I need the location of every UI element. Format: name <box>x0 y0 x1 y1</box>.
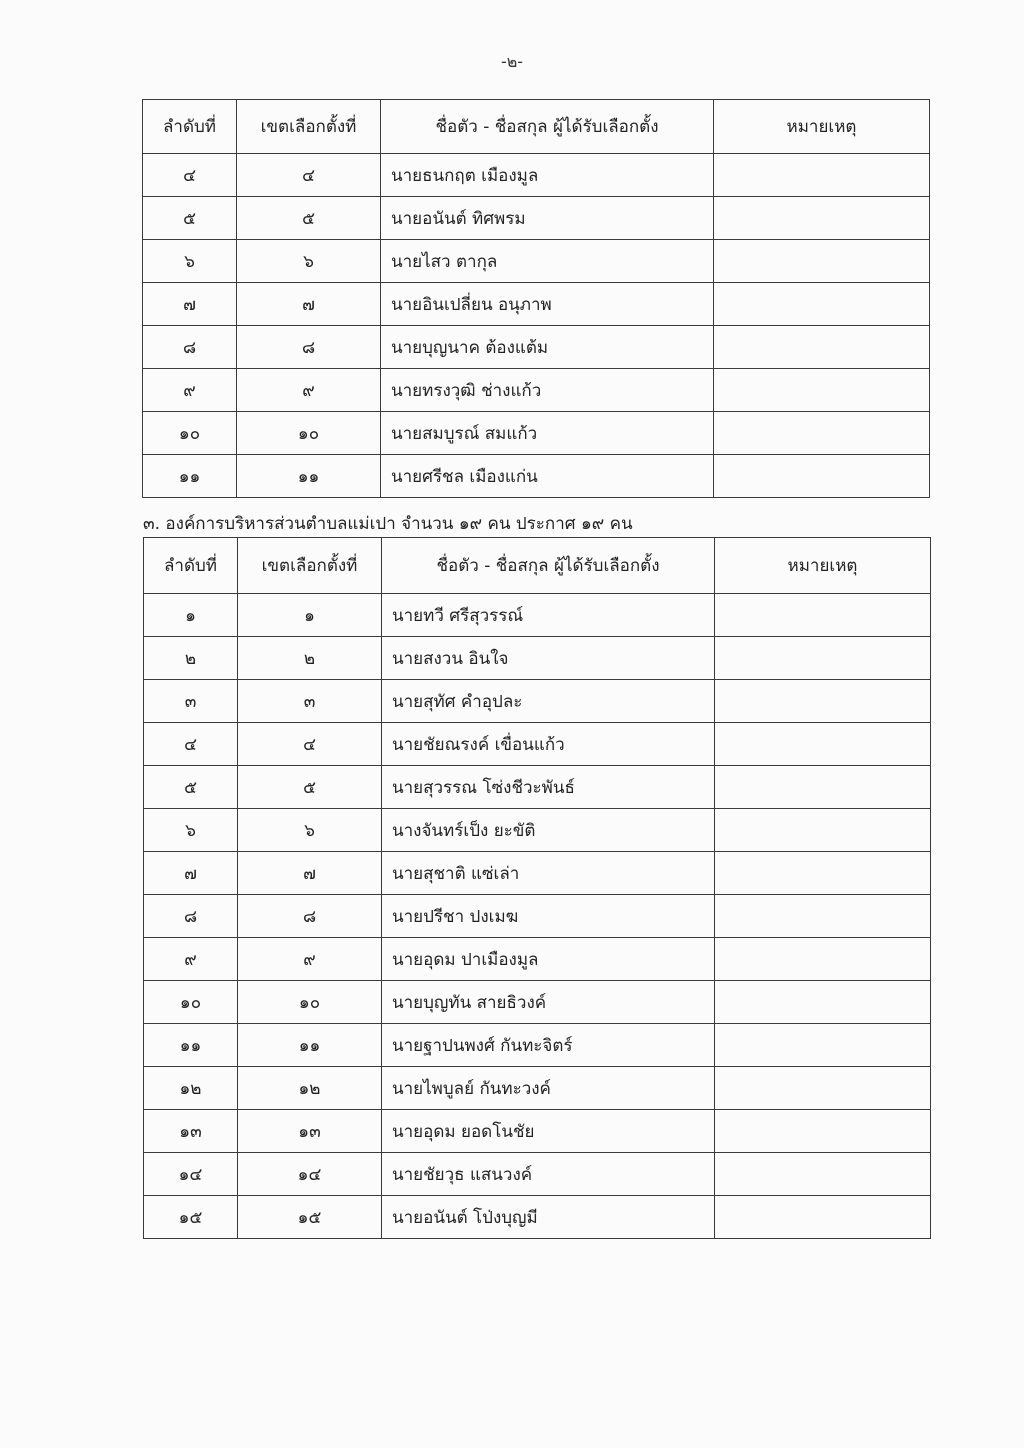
cell-remark <box>715 680 931 723</box>
cell-name: นายทรงวุฒิ ช่างแก้ว <box>381 369 714 412</box>
cell-remark <box>715 637 931 680</box>
cell-zone: ๘ <box>237 326 381 369</box>
cell-order: ๘ <box>144 895 238 938</box>
cell-zone: ๓ <box>238 680 382 723</box>
cell-zone: ๑๒ <box>238 1067 382 1110</box>
cell-zone: ๙ <box>238 938 382 981</box>
cell-remark <box>714 326 930 369</box>
cell-name: นายสงวน อินใจ <box>382 637 715 680</box>
cell-order: ๕ <box>144 766 238 809</box>
cell-remark <box>715 981 931 1024</box>
cell-order: ๗ <box>143 283 237 326</box>
cell-zone: ๕ <box>238 766 382 809</box>
table-row <box>143 197 930 240</box>
table-row <box>144 895 931 938</box>
cell-remark <box>714 240 930 283</box>
table-row <box>144 852 931 895</box>
table-row <box>143 412 930 455</box>
cell-remark <box>714 197 930 240</box>
cell-zone: ๑๑ <box>238 1024 382 1067</box>
cell-remark <box>714 412 930 455</box>
cell-zone: ๒ <box>238 637 382 680</box>
cell-order: ๖ <box>144 809 238 852</box>
cell-remark <box>714 369 930 412</box>
table-row <box>143 455 930 498</box>
cell-name: นายสุทัศ คำอุปละ <box>382 680 715 723</box>
cell-name: นายปรีชา ปงเมฆ <box>382 895 715 938</box>
cell-remark <box>714 455 930 498</box>
header-order: ลำดับที่ <box>143 100 237 154</box>
cell-name: นายอนันต์ โป่งบุญมี <box>382 1196 715 1239</box>
cell-remark <box>715 1196 931 1239</box>
header-order: ลำดับที่ <box>144 538 238 594</box>
table-row <box>144 809 931 852</box>
table-row <box>144 637 931 680</box>
table-row <box>143 283 930 326</box>
cell-remark <box>715 938 931 981</box>
cell-name: นายบุญทัน สายธิวงค์ <box>382 981 715 1024</box>
table-row <box>144 1196 931 1239</box>
header-name: ชื่อตัว - ชื่อสกุล ผู้ได้รับเลือกตั้ง <box>382 538 715 594</box>
cell-zone: ๕ <box>237 197 381 240</box>
cell-zone: ๙ <box>237 369 381 412</box>
table-row <box>143 326 930 369</box>
table-row <box>144 766 931 809</box>
cell-zone: ๑๐ <box>237 412 381 455</box>
table-row <box>144 1110 931 1153</box>
cell-name: นายชัยวุธ แสนวงค์ <box>382 1153 715 1196</box>
table-row <box>144 1067 931 1110</box>
cell-zone: ๑๑ <box>237 455 381 498</box>
cell-order: ๙ <box>144 938 238 981</box>
cell-name: นายบุญนาค ต้องแต้ม <box>381 326 714 369</box>
cell-name: นายอินเปลี่ยน อนุภาพ <box>381 283 714 326</box>
table-row <box>143 369 930 412</box>
cell-zone: ๑ <box>238 594 382 637</box>
cell-order: ๑๔ <box>144 1153 238 1196</box>
header-zone: เขตเลือกตั้งที่ <box>238 538 382 594</box>
cell-name: นายฐาปนพงศ์ กันทะจิตร์ <box>382 1024 715 1067</box>
table-row <box>144 938 931 981</box>
cell-name: นายธนกฤต เมืองมูล <box>381 154 714 197</box>
cell-name: นายสุชาติ แซ่เล่า <box>382 852 715 895</box>
elected-members-table-continued <box>142 99 930 498</box>
cell-remark <box>715 1110 931 1153</box>
cell-zone: ๑๔ <box>238 1153 382 1196</box>
section-heading: ๓. องค์การบริหารส่วนตำบลแม่เปา จำนวน ๑๙ คน ประกาศ ๑๙ คน <box>143 514 633 534</box>
cell-remark <box>715 1067 931 1110</box>
table-row <box>144 1153 931 1196</box>
table-row <box>144 680 931 723</box>
cell-zone: ๔ <box>237 154 381 197</box>
header-remark: หมายเหตุ <box>714 100 930 154</box>
cell-remark <box>714 154 930 197</box>
cell-name: นายทวี ศรีสุวรรณ์ <box>382 594 715 637</box>
table-header-row <box>144 538 931 594</box>
cell-order: ๘ <box>143 326 237 369</box>
cell-order: ๑๒ <box>144 1067 238 1110</box>
cell-remark <box>715 1024 931 1067</box>
cell-zone: ๖ <box>238 809 382 852</box>
cell-zone: ๑๐ <box>238 981 382 1024</box>
cell-name: นายไสว ตากุล <box>381 240 714 283</box>
cell-order: ๑๑ <box>143 455 237 498</box>
cell-order: ๔ <box>144 723 238 766</box>
cell-remark <box>715 809 931 852</box>
cell-order: ๓ <box>144 680 238 723</box>
cell-order: ๔ <box>143 154 237 197</box>
cell-name: นายอนันต์ ทิศพรม <box>381 197 714 240</box>
cell-zone: ๑๓ <box>238 1110 382 1153</box>
cell-order: ๗ <box>144 852 238 895</box>
table-body <box>144 594 931 1239</box>
cell-order: ๑๕ <box>144 1196 238 1239</box>
cell-remark <box>715 723 931 766</box>
cell-name: นางจันทร์เป็ง ยะขัติ <box>382 809 715 852</box>
cell-name: นายสุวรรณ โซ่งชีวะพันธ์ <box>382 766 715 809</box>
header-zone: เขตเลือกตั้งที่ <box>237 100 381 154</box>
cell-remark <box>715 766 931 809</box>
cell-zone: ๗ <box>238 852 382 895</box>
table-row <box>144 594 931 637</box>
cell-remark <box>715 594 931 637</box>
header-remark: หมายเหตุ <box>715 538 931 594</box>
cell-remark <box>715 895 931 938</box>
table-header-row <box>143 100 930 154</box>
cell-remark <box>715 852 931 895</box>
header-name: ชื่อตัว - ชื่อสกุล ผู้ได้รับเลือกตั้ง <box>381 100 714 154</box>
table-row <box>144 1024 931 1067</box>
cell-zone: ๗ <box>237 283 381 326</box>
cell-order: ๑๑ <box>144 1024 238 1067</box>
table-row <box>144 723 931 766</box>
table-row <box>144 981 931 1024</box>
cell-order: ๑ <box>144 594 238 637</box>
elected-members-table-mae-pao <box>143 537 931 1239</box>
cell-order: ๖ <box>143 240 237 283</box>
cell-zone: ๔ <box>238 723 382 766</box>
cell-name: นายศรีชล เมืองแก่น <box>381 455 714 498</box>
table-row <box>143 154 930 197</box>
cell-name: นายไพบูลย์ กันทะวงค์ <box>382 1067 715 1110</box>
table-body <box>143 154 930 498</box>
cell-zone: ๑๕ <box>238 1196 382 1239</box>
cell-order: ๑๐ <box>143 412 237 455</box>
cell-order: ๑๐ <box>144 981 238 1024</box>
cell-order: ๒ <box>144 637 238 680</box>
cell-zone: ๖ <box>237 240 381 283</box>
table-row <box>143 240 930 283</box>
cell-name: นายชัยณรงค์ เขื่อนแก้ว <box>382 723 715 766</box>
cell-zone: ๘ <box>238 895 382 938</box>
cell-remark <box>715 1153 931 1196</box>
cell-order: ๑๓ <box>144 1110 238 1153</box>
cell-order: ๕ <box>143 197 237 240</box>
cell-name: นายสมบูรณ์ สมแก้ว <box>381 412 714 455</box>
page-number: -๒- <box>500 52 524 71</box>
cell-name: นายอุดม ยอดโนชัย <box>382 1110 715 1153</box>
cell-name: นายอุดม ปาเมืองมูล <box>382 938 715 981</box>
cell-remark <box>714 283 930 326</box>
cell-order: ๙ <box>143 369 237 412</box>
